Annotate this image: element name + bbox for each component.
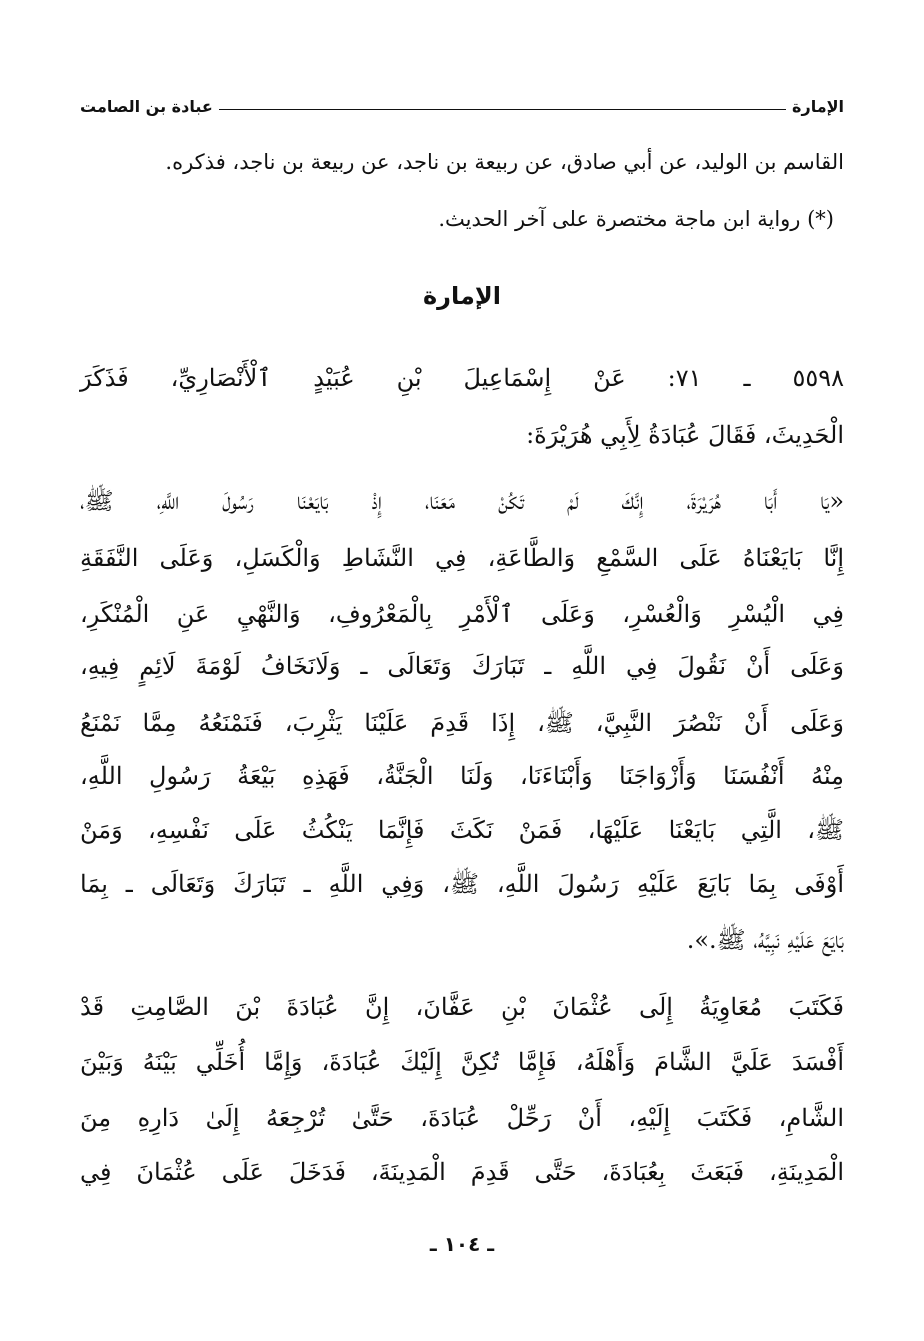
hadith-line: وَعَلَى أَنْ نَقُولَ فِي اللَّهِ ـ تَبَارَكَ وَتَعَالَى ـ وَلَانَخَافُ لَوْمَةَ لَائِمٍ فِيهِ، <box>80 652 844 680</box>
hadith-line: ﷺ، الَّتِي بَايَعْنَا عَلَيْهَا، فَمَنْ نَكَثَ فَإِنَّمَا يَنْكُثُ عَلَى نَفْسِهِ، وَمَنْ <box>80 816 844 844</box>
paragraph-line: الشَّامِ، فَكَتَبَ إِلَيْهِ، أَنْ رَحِّلْ عُبَادَةَ، حَتَّىٰ تُرْجِعَهُ إِلَىٰ دَارِهِ مِنَ <box>80 1104 844 1132</box>
hadith-line: وَعَلَى أَنْ نَنْصُرَ النَّبِيَّ، ﷺ، إِذَا قَدِمَ عَلَيْنَا يَثْرِبَ، فَنَمْنَعُهُ مِمَّا نَمْنَعُ <box>80 709 844 737</box>
paragraph-line: الْمَدِينَةِ، فَبَعَثَ بِعُبَادَةَ، حَتَّى قَدِمَ الْمَدِينَةَ، فَدَخَلَ عَلَى عُثْمَانَ فِي <box>80 1158 844 1186</box>
hadith-line: أَوْفَى بِمَا بَايَعَ عَلَيْهِ رَسُولَ اللَّهِ، ﷺ، وَفِي اللَّهِ ـ تَبَارَكَ وَتَعَالَى ـ بِمَا <box>80 870 845 898</box>
running-head-rule <box>219 109 786 110</box>
hadith-line: الْحَدِيثَ، فَقَالَ عُبَادَةُ لِأَبِي هُرَيْرَةَ: <box>526 421 844 449</box>
hadith-line: ٥٥٩٨ ـ ٧١: عَنْ إِسْمَاعِيلَ بْنِ عُبَيْدٍ ٱلْأَنْصَارِيِّ، فَذَكَرَ <box>80 364 844 392</box>
hadith-line: بَايَعَ عَلَيْهِ نَبِيَّهُ، ﷺ.». <box>686 926 844 954</box>
intro-line: القاسم بن الوليد، عن أبي صادق، عن ربيعة بن ناجد، عن ربيعة بن ناجد، فذكره. <box>165 150 844 174</box>
footnote-line: (*) رواية ابن ماجة مختصرة على آخر الحديث. <box>438 207 834 231</box>
page-number: ـ ١٠٤ ـ <box>429 1232 495 1256</box>
paragraph-line: فَكَتَبَ مُعَاوِيَةُ إِلَى عُثْمَانَ بْنِ عَفَّانَ، إِنَّ عُبَادَةَ بْنَ الصَّامِتِ قَدْ <box>80 993 844 1021</box>
running-head <box>80 86 844 116</box>
hadith-line: مِنْهُ أَنْفُسَنَا وَأَزْوَاجَنَا وَأَبْنَاءَنَا، وَلَنَا الْجَنَّةُ، فَهَذِهِ بَيْعَةُ رَسُولِ اللَّهِ، <box>80 762 844 790</box>
running-head-chapter: الإمارة <box>792 97 844 116</box>
hadith-line: فِي الْيُسْرِ وَالْعُسْرِ، وَعَلَى ٱلْأَمْرِ بِالْمَعْرُوفِ، وَالنَّهْيِ عَنِ الْمُنْكَرِ، <box>80 600 844 628</box>
running-head-section: عبادة بن الصامت <box>80 97 213 116</box>
section-title: الإمارة <box>423 282 501 310</box>
hadith-line: إِنَّا بَايَعْنَاهُ عَلَى السَّمْعِ وَالطَّاعَةِ، فِي النَّشَاطِ وَالْكَسَلِ، وَعَلَى النَّفَقَةِ <box>80 544 844 572</box>
hadith-line: «يَا أَبَا هُرَيْرَةَ، إِنَّكَ لَمْ تَكُنْ مَعَنَا، إِذْ بَايَعْنَا رَسُولَ اللَّهِ، ﷺ، <box>80 487 844 515</box>
paragraph-line: أَفْسَدَ عَلَيَّ الشَّامَ وَأَهْلَهُ، فَإِمَّا تُكِنَّ إِلَيْكَ عُبَادَةَ، وَإِمَّا أُخَلِّي بَيْنَهُ وَبَيْنَ <box>80 1048 844 1076</box>
